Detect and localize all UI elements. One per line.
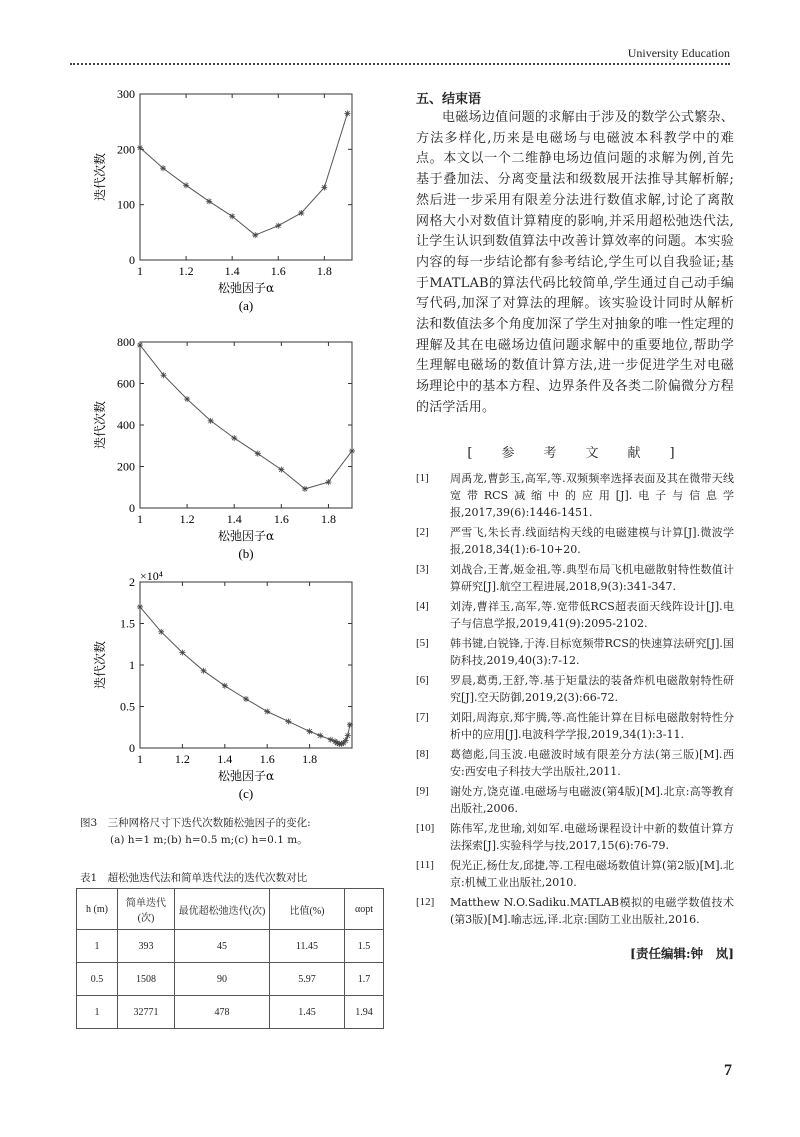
reference-item — [416, 820, 734, 854]
data-point — [347, 722, 353, 728]
reference-item — [416, 635, 734, 669]
col-header-alpha: αopt — [345, 889, 384, 930]
reference-text: 周禹龙,曹彭玉,高军,等.双频频率选择表面及其在微带天线宽带RCS减缩中的应用[J].电子与信息学报,2017,39(6):1446-1451. — [450, 472, 734, 519]
x-tick-label: 1.6 — [259, 752, 275, 766]
data-point — [206, 198, 212, 204]
y-tick-label: 200 — [117, 459, 135, 474]
data-point — [255, 451, 261, 457]
data-point — [325, 479, 331, 485]
x-tick-label: 1 — [137, 512, 143, 526]
table-cell: 1.7 — [345, 963, 384, 996]
reference-list — [416, 470, 734, 931]
table-cell: 1.45 — [270, 996, 345, 1029]
subfigure-label: (a) — [238, 298, 254, 313]
table-1 — [76, 888, 384, 1029]
plot-frame — [140, 342, 352, 508]
y-tick-label: 0 — [129, 501, 135, 515]
x-axis-label: 松弛因子α — [217, 769, 275, 783]
y-tick-label: 1 — [129, 658, 135, 672]
reference-text: 陈伟军,龙世瑜,刘如军.电磁场课程设计中新的数值计算方法探索[J].实验科学与技,2017,15(6):76-79. — [450, 822, 734, 852]
col-header-simple: 简单迭代(次) — [118, 889, 175, 930]
reference-number: [9] — [416, 785, 429, 797]
y-tick-label: 0 — [129, 253, 135, 267]
x-tick-label: 1.6 — [273, 512, 289, 526]
x-tick-label: 1.4 — [226, 512, 242, 526]
table-cell: 1.5 — [345, 930, 384, 963]
reference-text: 刘涛,曹祥玉,高军,等.宽带低RCS超表面天线阵设计[J].电子与信息学报,2019,41(9):2095-2102. — [450, 600, 734, 630]
data-point — [302, 486, 308, 492]
reference-text: 刘阳,周海京,郑宇腾,等.高性能计算在目标电磁散射特性分析中的应用[J].电波科学学报,2019,34(1):3-11. — [450, 711, 734, 741]
data-point — [229, 213, 235, 219]
figure-3a — [70, 82, 390, 322]
table-cell: 5.97 — [270, 963, 345, 996]
x-tick-label: 1 — [137, 264, 143, 278]
y-tick-label: 300 — [117, 87, 135, 101]
reference-item — [416, 857, 734, 891]
data-point — [349, 448, 355, 454]
data-point — [285, 718, 291, 724]
data-point — [183, 182, 189, 188]
y-tick-label: 100 — [117, 197, 135, 212]
series-line — [140, 345, 352, 489]
x-tick-label: 1.8 — [302, 752, 318, 766]
table-cell: 1 — [77, 930, 118, 963]
data-point — [307, 728, 313, 734]
reference-number: [7] — [416, 711, 429, 723]
data-point — [264, 708, 270, 714]
reference-item — [416, 470, 734, 521]
reference-text: Matthew N.O.Sadiku.MATLAB模拟的电磁学数值技术(第3版)[M].喻志远,译.北京:国防工业出版社,2016. — [450, 896, 734, 926]
figure-caption-line1: 图3 三种网格尺寸下迭代次数随松弛因子的变化: — [80, 817, 311, 829]
col-header-sor: 最优超松弛迭代(次) — [175, 889, 270, 930]
reference-number: [2] — [416, 526, 429, 538]
page-number: 7 — [724, 1062, 732, 1079]
x-tick-label: 1.6 — [270, 264, 286, 278]
journal-name: University Education — [627, 46, 730, 60]
reference-text: 倪光正,杨仕友,邱捷,等.工程电磁场数值计算(第2版)[M].北京:机械工业出版社,2010. — [450, 859, 734, 889]
reference-item — [416, 598, 734, 632]
reference-text: 刘战合,王菁,姬金祖,等.典型布局飞机电磁散射特性数值计算研究[J].航空工程进展,2018,9(3):341-347. — [450, 563, 734, 593]
reference-item — [416, 894, 734, 928]
data-point — [317, 733, 323, 739]
col-header-ratio: 比值(%) — [270, 889, 345, 930]
data-point — [208, 418, 214, 424]
plot-frame — [140, 582, 352, 748]
reference-number: [5] — [416, 637, 429, 649]
data-point — [161, 372, 167, 378]
figure-3c — [70, 570, 390, 810]
data-point — [201, 668, 207, 674]
y-axis-label: 迭代次数 — [93, 152, 107, 202]
data-point — [278, 467, 284, 473]
data-point — [252, 232, 258, 238]
header-divider — [70, 63, 730, 65]
x-tick-label: 1 — [137, 752, 143, 766]
reference-text: 韩书键,白锐锋,于涛.目标宽频带RCS的快速算法研究[J].国防科技,2019,40(3):7-12. — [450, 637, 734, 667]
x-axis-label: 松弛因子α — [217, 529, 275, 543]
reference-number: [4] — [416, 600, 429, 612]
table-cell: 90 — [175, 963, 270, 996]
subfigure-label: (b) — [238, 546, 254, 561]
reference-number: [11] — [416, 859, 434, 871]
reference-text: 葛德彪,闫玉波.电磁波时域有限差分方法(第三版)[M].西安:西安电子科技大学出版社,2011. — [450, 748, 734, 778]
reference-item — [416, 709, 734, 743]
table-cell: 1 — [77, 996, 118, 1029]
reference-text: 谢处方,饶克谨.电磁场与电磁波(第4版)[M].北京:高等教育出版社,2006. — [450, 785, 734, 815]
reference-text: 罗晨,葛勇,王舒,等.基于矩量法的装备炸机电磁散射特性研究[J].空天防御,2019,2(3):66-72. — [450, 674, 734, 704]
data-point — [137, 145, 143, 151]
y-axis-label: 迭代次数 — [93, 640, 107, 690]
table-cell: 478 — [175, 996, 270, 1029]
subfigure-label: (c) — [238, 786, 254, 801]
x-axis-label: 松弛因子α — [217, 281, 275, 295]
data-point — [321, 185, 327, 191]
data-point — [222, 683, 228, 689]
series-line — [140, 607, 350, 744]
references-title: [ 参 考 文 献 ] — [467, 446, 683, 461]
y-tick-label: 0 — [129, 741, 135, 755]
table-row — [77, 963, 384, 996]
reference-number: [3] — [416, 563, 429, 575]
table-cell: 11.45 — [270, 930, 345, 963]
data-point — [158, 629, 164, 635]
table-row — [77, 996, 384, 1029]
plot-frame — [140, 94, 352, 260]
y-tick-label: 800 — [117, 335, 135, 349]
x-tick-label: 1.4 — [224, 264, 240, 278]
reference-item — [416, 524, 734, 558]
series-line — [140, 113, 347, 235]
reference-number: [8] — [416, 748, 429, 760]
data-point — [179, 650, 185, 656]
x-tick-label: 1.2 — [178, 264, 194, 278]
reference-item — [416, 783, 734, 817]
data-point — [344, 110, 350, 116]
table-cell: 1.94 — [345, 996, 384, 1029]
y-axis-label: 迭代次数 — [93, 400, 107, 450]
data-point — [345, 733, 351, 739]
table-cell: 393 — [118, 930, 175, 963]
reference-item — [416, 746, 734, 780]
figure-3b — [70, 330, 390, 570]
figure-caption-line2: (a) h=1 m;(b) h=0.5 m;(c) h=0.1 m。 — [110, 834, 308, 846]
table-cell: 45 — [175, 930, 270, 963]
table-cell: 32771 — [118, 996, 175, 1029]
chart-a — [70, 82, 390, 322]
table-row — [77, 930, 384, 963]
section-body: 电磁场边值问题的求解由于涉及的数学公式繁杂、方法多样化,历来是电磁场与电磁波本科教学中的难点。本文以一个二维静电场边值问题的求解为例,首先基于叠加法、分离变量法和级数展开法推导其解析解;然后进一步采用有限差分法进行数值求解,讨论了离散网格大小对数值计算精度的影响,并采用超松弛迭代法,让学生认识到数值算法中改善计算效率的问题。本实验内容的每一步结论都有参考结论,学生可以自我验证;基于MATLAB的算法代码比较简单,学生通过自己动手编写代码,加深了对算法的理解。该实验设计同时从解析法和数值法多个角度加深了学生对抽象的唯一性定理的理解及其在电磁场边值问题求解中的重要地位,帮助学生理解电磁场的数值计算方法,进一步促进学生对电磁场理论中的基本方程、边界条件及各类二阶偏微分方程的活学活用。 — [416, 110, 734, 415]
y-tick-label: 0.5 — [120, 699, 135, 714]
chart-c — [70, 570, 390, 810]
reference-number: [1] — [416, 472, 429, 484]
data-point — [137, 342, 143, 348]
x-tick-label: 1.8 — [320, 512, 336, 526]
reference-number: [6] — [416, 674, 429, 686]
running-header — [70, 44, 730, 64]
table-cell: 1508 — [118, 963, 175, 996]
col-header-h: h (m) — [77, 889, 118, 930]
table-1-caption: 表1 超松弛迭代法和简单迭代法的迭代次数对比 — [80, 872, 308, 884]
data-point — [184, 396, 190, 402]
figure-3-caption — [80, 815, 380, 849]
y-tick-label: 400 — [117, 418, 135, 432]
data-point — [231, 435, 237, 441]
reference-number: [12] — [416, 896, 435, 908]
data-point — [137, 604, 143, 610]
data-point — [243, 696, 249, 702]
section-title: 五、结束语 — [416, 92, 482, 107]
reference-text: 严雪飞,朱长青.线面结构天线的电磁建模与计算[J].微波学报,2018,34(1):6-10+20. — [450, 526, 734, 556]
y-tick-label: 1.5 — [120, 616, 135, 631]
reference-item — [416, 672, 734, 706]
table-cell: 0.5 — [77, 963, 118, 996]
reference-number: [10] — [416, 822, 435, 834]
x-tick-label: 1.4 — [217, 752, 233, 766]
reference-item — [416, 561, 734, 595]
table-header-row — [77, 889, 384, 930]
data-point — [160, 165, 166, 171]
y-tick-label: 2 — [129, 575, 135, 589]
x-tick-label: 1.2 — [179, 512, 195, 526]
editor-note: [责任编辑:钟 岚] — [630, 946, 734, 961]
x-tick-label: 1.2 — [174, 752, 190, 766]
data-point — [275, 223, 281, 229]
y-tick-label: 600 — [117, 376, 135, 391]
data-point — [298, 210, 304, 216]
chart-b — [70, 330, 390, 570]
x-tick-label: 1.8 — [316, 264, 332, 278]
y-tick-label: 200 — [117, 142, 135, 157]
y-exponent-label: ×10⁴ — [140, 570, 163, 583]
